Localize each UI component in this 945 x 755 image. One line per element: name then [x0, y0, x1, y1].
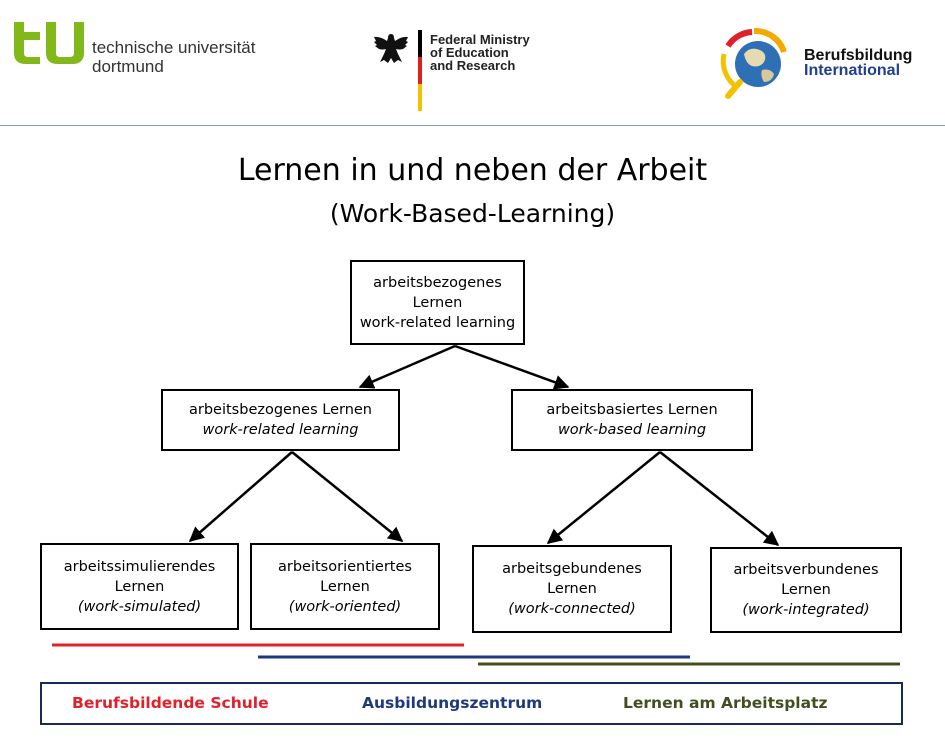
node-int-de-line1: arbeitsverbundenes [733, 562, 879, 578]
node-work-based-learning [511, 389, 753, 451]
node-wrl-de: arbeitsbezogenes Lernen [189, 402, 372, 418]
tu-line1: technische universität [92, 38, 256, 57]
node-sim-en: (work-simulated) [77, 598, 202, 615]
node-work-oriented [250, 543, 440, 630]
node-work-related-learning [161, 389, 400, 451]
node-ori-en: (work-oriented) [288, 598, 402, 615]
label-training-center: Ausbildungszentrum [362, 694, 543, 712]
node-root-de-line1: arbeitsbezogenes [373, 274, 502, 291]
label-vocational-school: Berufsbildende Schule [72, 694, 269, 712]
page-subtitle: (Work-Based-Learning) [329, 199, 616, 228]
node-root-en: work-related learning [359, 314, 516, 331]
node-wbl-en: work-based learning [557, 422, 707, 438]
bmbf-line3: and Research [430, 58, 516, 73]
label-workplace-learning: Lernen am Arbeitsplatz [623, 694, 828, 712]
node-con-de-line1: arbeitsgebundenes [502, 561, 642, 577]
bi-line1: Berufsbildung [804, 47, 913, 64]
node-work-connected [472, 545, 672, 633]
node-con-de-line2: Lernen [547, 581, 597, 597]
page-title: Lernen in und neben der Arbeit [237, 153, 708, 188]
node-work-simulated [40, 543, 239, 630]
tu-line2: dortmund [92, 57, 164, 76]
node-root-work-related-learning [350, 260, 525, 345]
bmbf-line2: of Education [430, 45, 509, 60]
node-ori-de-line2: Lernen [320, 578, 370, 595]
node-wrl-en: work-related learning [202, 422, 359, 438]
node-int-en: (work-integrated) [742, 602, 870, 618]
node-work-integrated [710, 547, 902, 633]
node-root-de-line2: Lernen [412, 294, 463, 311]
arrow-root-to-work-based [455, 346, 568, 387]
node-int-de-line2: Lernen [781, 582, 831, 598]
node-sim-de-line1: arbeitssimulierendes [63, 558, 216, 575]
node-con-en: (work-connected) [508, 601, 636, 617]
node-ori-de-line1: arbeitsorientiertes [278, 558, 412, 575]
arrow-to-work-simulated [190, 452, 292, 541]
bmbf-line1: Federal Ministry [430, 32, 530, 47]
arrow-to-work-connected [548, 452, 660, 543]
arrow-to-work-oriented [292, 452, 402, 541]
node-sim-de-line2: Lernen [114, 578, 165, 595]
node-wbl-de: arbeitsbasiertes Lernen [546, 402, 718, 418]
arrow-root-to-work-related [360, 346, 455, 387]
arrow-to-work-integrated [660, 452, 778, 545]
bi-line2: International [804, 62, 901, 79]
